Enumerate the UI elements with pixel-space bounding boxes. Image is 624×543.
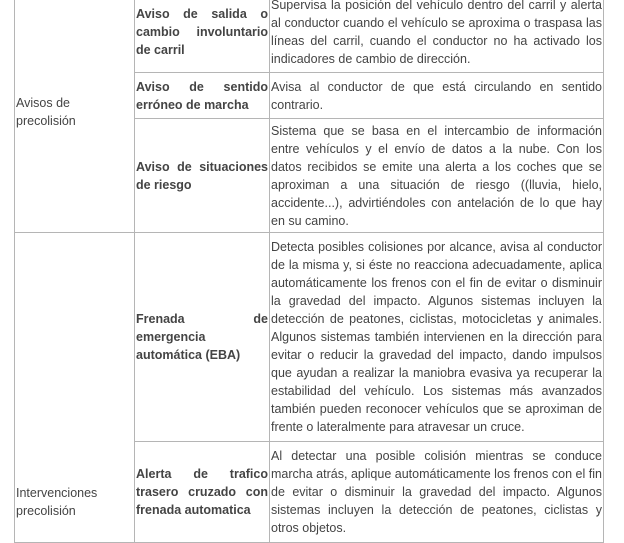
adas-table-container	[14, 0, 604, 543]
feature-cell: Frenada de emergencia automática (EBA)	[135, 233, 270, 442]
description-cell: Al detectar una posible colisión mientras se conduce marcha atrás, aplique automáticamente los frenos con el fin de evitar o disminuir la gravedad del impacto. Algunos sistemas incluyen la detección de peatones, ciclistas y otros objetos.	[270, 442, 604, 543]
section-cell-avisos-precolision: Avisos de precolisión	[15, 0, 135, 233]
description-cell: Supervisa la posición del vehículo dentro del carril y alerta al conductor cuando el vehículo se aproxima o traspasa las líneas del carril, cuando el conductor no ha activado los indicadores de cambio de dirección.	[270, 0, 604, 73]
adas-features-table	[14, 0, 604, 543]
feature-cell: Aviso de situaciones de riesgo	[135, 119, 270, 233]
description-cell: Avisa al conductor de que está circulando en sentido contrario.	[270, 73, 604, 119]
feature-cell: Aviso de sentido erróneo de marcha	[135, 73, 270, 119]
feature-cell: Alerta de trafico trasero cruzado con frenada automatica	[135, 442, 270, 543]
table-row	[15, 233, 604, 442]
description-cell: Detecta posibles colisiones por alcance, avisa al conductor de la misma y, si éste no reacciona adecuadamente, aplica automáticamente los frenos con el fin de evitar o disminuir la gravedad del impacto. Algunos sistemas incluyen la detección de peatones, ciclistas, motocicletas y animales. Algunos sistemas también intervienen en la dirección para evitar o reducir la gravedad del impacto, dando impulsos que ayudan a realizar la maniobra evasiva ya recuperar la estabilidad del vehículo. Los sistemas más avanzados también pueden reconocer vehículos que se aproximan de frente o lateralmente para atravesar un cruce.	[270, 233, 604, 442]
section-cell-intervenciones-precolision: Intervenciones precolisión	[15, 233, 135, 543]
feature-cell: Aviso de salida o cambio involuntario de carril	[135, 0, 270, 73]
table-row	[15, 0, 604, 73]
description-cell: Sistema que se basa en el intercambio de información entre vehículos y el envío de datos a la nube. Con los datos recibidos se emite una alerta a los coches que se aproximan a una situación de riesgo ((lluvia, hielo, accidente...), advirtiéndoles con antelación de lo que hay en su camino.	[270, 119, 604, 233]
